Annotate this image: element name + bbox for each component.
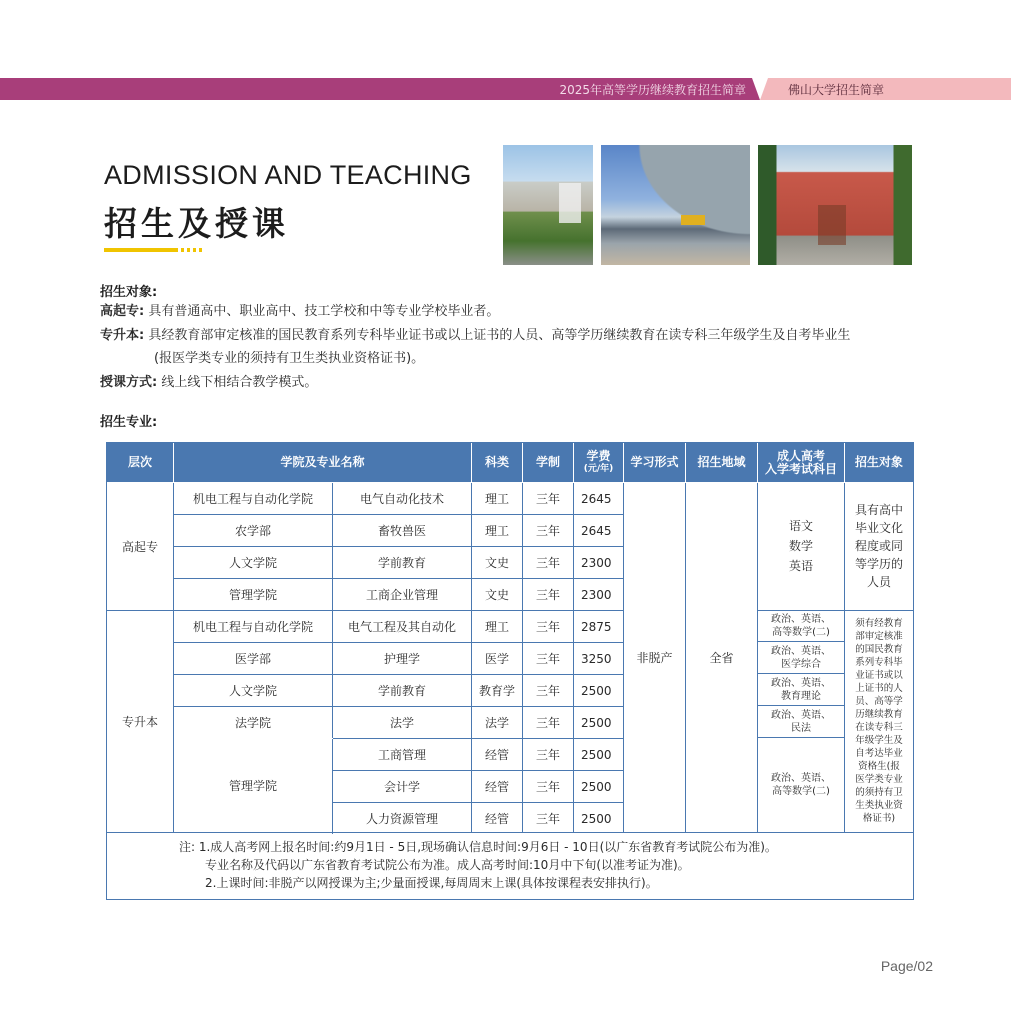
- cell-duration: 三年: [535, 748, 560, 762]
- cell-fee: 2300: [581, 587, 612, 602]
- cell-fee: 2500: [581, 811, 612, 826]
- exam-zsb-cell: [758, 738, 844, 831]
- cell-fee: 2500: [581, 747, 612, 762]
- exam-zsb-line: 政治、英语、: [771, 645, 831, 657]
- cell-college: 人文学院: [228, 684, 277, 698]
- th-level: 层次: [127, 455, 152, 469]
- header-divider: [752, 78, 768, 100]
- cell-category: 经管: [484, 780, 509, 794]
- cell-category: 文史: [484, 556, 509, 570]
- th-fee-label: 学费: [586, 448, 611, 463]
- th-exam-line1: 成人高考: [776, 448, 825, 463]
- target-zsb-line: 上证书的人: [855, 683, 903, 694]
- cell-fee: 2500: [581, 683, 612, 698]
- exam-zsb-line: 政治、英语、: [771, 677, 831, 689]
- majors-table: [106, 442, 914, 900]
- target-zsb-line: 须有经教育: [855, 618, 903, 629]
- th-fee: [574, 443, 623, 482]
- exam-zsb-line: 民法: [791, 722, 811, 734]
- cell-fee: 2645: [581, 523, 612, 538]
- exam-zsb-cell: [758, 674, 844, 705]
- exam-zsb-line: 政治、英语、: [771, 772, 831, 784]
- cell-duration: 三年: [535, 652, 560, 666]
- cell-category: 经管: [484, 812, 509, 826]
- cell-major: 法学: [389, 716, 414, 730]
- cell-duration: 三年: [535, 684, 560, 698]
- exam-zsb-cell: [758, 610, 844, 641]
- exam-zsb-cell: [758, 642, 844, 673]
- cell-college: 法学院: [234, 716, 271, 730]
- exam-zsb-line: 高等数学(二): [772, 626, 830, 638]
- cell-major: 工商企业管理: [365, 588, 438, 602]
- target-gqz: [845, 483, 913, 609]
- target-gqz-2: 毕业文化: [854, 521, 903, 535]
- target-zsb-line: 在读专科三: [855, 722, 903, 733]
- target-zsb-line: 业证书或以: [855, 670, 903, 681]
- cell-major: 电气自动化技术: [359, 492, 444, 506]
- target-zsb-line: 系列专科毕: [855, 657, 903, 668]
- exam-zsb-line: 政治、英语、: [771, 709, 831, 721]
- cell-college: 机电工程与自动化学院: [192, 620, 313, 634]
- campus-photo-1: [503, 145, 593, 265]
- cell-college: 管理学院: [228, 588, 277, 602]
- th-exam: [758, 443, 844, 482]
- cell-major: 工商管理: [377, 748, 426, 762]
- cell-major: 会计学: [383, 780, 420, 794]
- exam-zsb-cell: [758, 706, 844, 737]
- target-zsb-line: 的国民教育: [855, 644, 903, 655]
- cell-duration: 三年: [535, 716, 560, 730]
- cell-duration: 三年: [535, 620, 560, 634]
- cell-duration: 三年: [535, 524, 560, 538]
- cell-fee: 2875: [581, 619, 612, 634]
- cell-major: 人力资源管理: [365, 812, 438, 826]
- target-zsb-line: 部审定核准: [855, 631, 903, 642]
- mode-line: [100, 373, 317, 393]
- exam-zsb-line: 教育理论: [781, 690, 821, 702]
- th-study-form: 学习形式: [630, 455, 679, 469]
- section-title-en: ADMISSION AND TEACHING: [104, 160, 472, 190]
- campus-photo-3: [758, 145, 912, 265]
- th-college-major: 学院及专业名称: [280, 455, 365, 469]
- mode-label: 授课方式:: [100, 375, 158, 390]
- target-heading: 招生对象:: [100, 285, 158, 300]
- cell-college: 人文学院: [228, 556, 277, 570]
- exam-gqz: [758, 483, 844, 609]
- cell-college: 机电工程与自动化学院: [192, 492, 313, 506]
- cell-fee: 3250: [581, 651, 612, 666]
- target-zsb: [845, 610, 913, 832]
- cell-category: 文史: [484, 588, 509, 602]
- target-zsb-line: 历继续教育: [855, 709, 903, 720]
- header-band: [0, 78, 760, 100]
- cell-major: 畜牧兽医: [377, 524, 426, 538]
- cell-duration: 三年: [535, 492, 560, 506]
- zsb-text: 具经教育部审定核准的国民教育系列专科毕业证书或以上证书的人员、高等学历继续教育在读专科三年级学生及自考毕业生: [148, 328, 851, 343]
- cell-college: 农学部: [234, 524, 271, 538]
- exam-zsb-line: 高等数学(二): [772, 785, 830, 797]
- section-title-cn: 招生及授课: [104, 204, 289, 243]
- target-gqz-3: 程度或同: [854, 539, 903, 553]
- zsb-label: 专升本:: [100, 328, 145, 343]
- cell-category: 医学: [484, 652, 509, 666]
- target-gqz-1: 具有高中: [854, 503, 903, 517]
- title-underline: [104, 248, 178, 252]
- level-zsb: 专升本: [121, 714, 158, 729]
- cell-fee: 2500: [581, 779, 612, 794]
- target-zsb-line: 自考达毕业: [855, 748, 903, 759]
- cell-category: 教育学: [478, 684, 515, 698]
- university-title: 佛山大学招生简章: [788, 83, 885, 97]
- th-exam-line2: 入学考试科目: [764, 461, 837, 476]
- cell-category: 经管: [484, 748, 509, 762]
- campus-photo-2: [601, 145, 750, 265]
- title-underline-dots: [181, 248, 205, 252]
- note-2: 2.上课时间:非脱产以网授课为主;少量面授课,每周周末上课(具体按课程表安排执行)。: [205, 876, 658, 890]
- exam-zsb-line: 医学综合: [781, 658, 821, 670]
- th-fee-unit: (元/年): [583, 463, 614, 474]
- th-target: 招生对象: [854, 455, 903, 469]
- college-mgmt: 管理学院: [228, 778, 277, 793]
- study-form: 非脱产: [636, 651, 673, 665]
- cell-major: 护理学: [383, 652, 420, 666]
- header-tag: [760, 78, 1011, 100]
- region: 全省: [709, 651, 734, 665]
- target-zsb-line: 格证书): [862, 813, 896, 824]
- exam-gqz-3: 英语: [788, 559, 813, 573]
- exam-gqz-1: 语文: [788, 519, 813, 533]
- gqz-label: 高起专:: [100, 304, 145, 319]
- majors-heading: 招生专业:: [100, 415, 158, 430]
- note-1: 注: 1.成人高考网上报名时间:约9月1日 - 5日,现场确认信息时间:9月6日 - 10日(以广东省教育考试院公布为准)。: [179, 840, 777, 854]
- target-zsb-line: 医学类专业: [855, 774, 903, 785]
- cell-category: 理工: [484, 492, 509, 506]
- brochure-title: 2025年高等学历继续教育招生简章: [559, 83, 746, 97]
- th-region: 招生地域: [697, 455, 746, 469]
- target-zsb-line: 生类执业资: [855, 800, 903, 811]
- exam-zsb-line: 政治、英语、: [771, 613, 831, 625]
- cell-fee: 2500: [581, 715, 612, 730]
- target-gqz-4: 等学历的: [854, 557, 903, 571]
- mode-text: 线上线下相结合教学模式。: [161, 375, 318, 390]
- exam-gqz-2: 数学: [788, 539, 813, 553]
- zsb-line: [100, 326, 850, 346]
- cell-fee: 2300: [581, 555, 612, 570]
- cell-category: 理工: [484, 620, 509, 634]
- target-zsb-line: 年级学生及: [855, 735, 903, 746]
- cell-duration: 三年: [535, 556, 560, 570]
- cell-category: 理工: [484, 524, 509, 538]
- target-zsb-line: 员、高等学: [855, 696, 903, 707]
- cell-duration: 三年: [535, 588, 560, 602]
- cell-major: 学前教育: [377, 556, 426, 570]
- zsb-text-cont: (报医学类专业的须持有卫生类执业资格证书)。: [154, 351, 425, 366]
- cell-duration: 三年: [535, 812, 560, 826]
- cell-college: 医学部: [234, 652, 271, 666]
- th-category: 科类: [484, 455, 509, 469]
- note-1-cont: 专业名称及代码以广东省教育考试院公布为准。成人高考时间:10月中下旬(以准考证为准)。: [205, 858, 690, 872]
- target-zsb-line: 的须持有卫: [855, 787, 903, 798]
- gqz-text: 具有普通高中、职业高中、技工学校和中等专业学校毕业者。: [148, 304, 500, 319]
- gqz-line: [100, 302, 499, 322]
- cell-major: 学前教育: [377, 684, 426, 698]
- cell-category: 法学: [484, 716, 509, 730]
- target-zsb-line: 资格生(报: [858, 761, 900, 772]
- target-gqz-5: 人员: [866, 575, 891, 589]
- cell-fee: 2645: [581, 491, 612, 506]
- th-duration: 学制: [535, 455, 560, 469]
- cell-duration: 三年: [535, 780, 560, 794]
- cell-major: 电气工程及其自动化: [347, 620, 456, 634]
- level-gqz: 高起专: [121, 539, 158, 554]
- page-number: Page/02: [880, 958, 933, 974]
